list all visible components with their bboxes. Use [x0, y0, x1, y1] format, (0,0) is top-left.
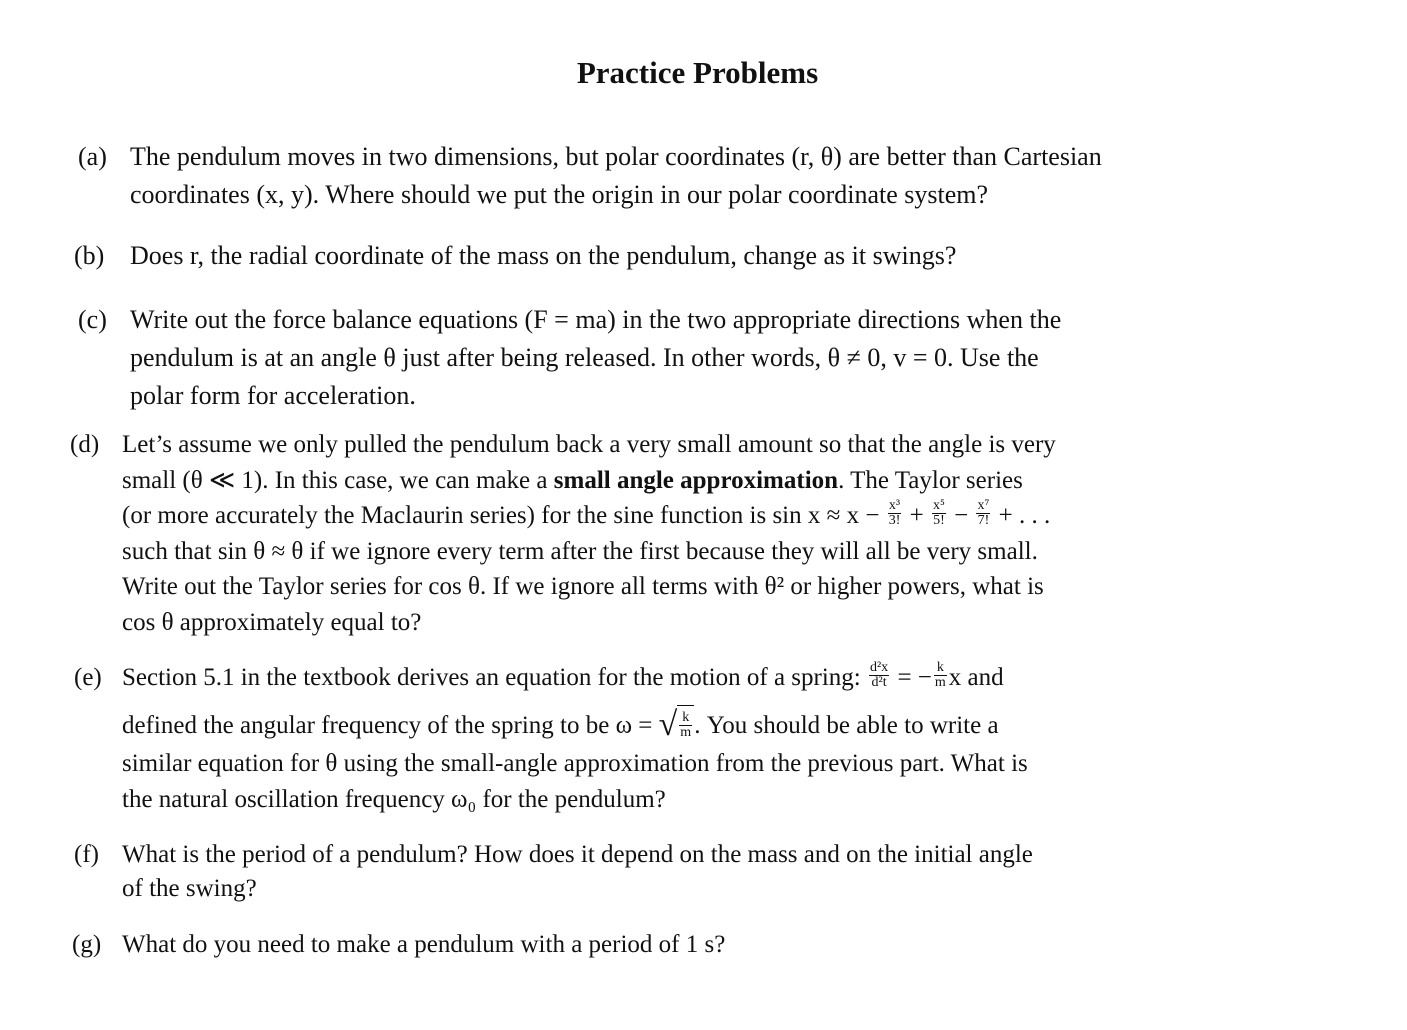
fraction: $\frac{k}{m}$ — [934, 659, 946, 690]
problem-label: (a) — [78, 142, 107, 171]
bold-term: small angle approximation — [553, 466, 839, 494]
square-root: √ $\frac{k}{m}$ — [659, 708, 695, 746]
problem-text-line: similar equation for θ using the small-angle approximation from the previous part. What is — [122, 749, 1028, 777]
problem-text-line: small (θ ≪ 1). In this case, we can make a small angle approximation. The Taylor series — [122, 466, 1023, 494]
problem-text-line: (or more accurately the Maclaurin series) for the sine function is sin x ≈ x − $\frac{\text{x³}}{3!}$ + $\frac{\text{x⁵}}{5!}$ − $\frac{\text{x⁷}}{7!}$ + . . . — [122, 497, 1051, 529]
problem-text-line: What do you need to make a pendulum with a period of 1 s? — [122, 931, 726, 958]
fraction: $\frac{\text{x³}}{3!}$ — [888, 497, 901, 528]
problem-text-line: Write out the Taylor series for cos θ. If we ignore all terms with θ² or higher powers, what is — [122, 573, 1044, 600]
fraction: $\frac{\text{d²x}}{\text{d²t}}$ — [869, 659, 889, 690]
problem-text-line: Does r, the radial coordinate of the mass on the pendulum, change as it swings? — [130, 241, 957, 270]
problem-text-line: What is the period of a pendulum? How does it depend on the mass and on the initial angle — [122, 841, 1033, 868]
problem-text-line: polar form for acceleration. — [130, 381, 416, 410]
problem-label: (d) — [70, 431, 100, 458]
fraction: $\frac{\text{x⁵}}{5!}$ — [932, 497, 945, 528]
problem-label: (b) — [74, 241, 105, 270]
fraction: $\frac{\text{x⁷}}{7!}$ — [977, 497, 990, 528]
problem-text-line: such that sin θ ≈ θ if we ignore every term after the first because they will all be very small. — [122, 537, 1038, 565]
problem-text-line: pendulum is at an angle θ just after being released. In other words, θ ≠ 0, v = 0. Use the — [130, 343, 1039, 372]
problem-label: (f) — [74, 841, 99, 868]
problem-text-line: Write out the force balance equations (F = ma) in the two appropriate directions when the — [130, 305, 1062, 334]
problem-text-line: cos θ approximately equal to? — [122, 608, 422, 636]
problem-label: (c) — [78, 305, 107, 334]
problem-text-line: The pendulum moves in two dimensions, but polar coordinates (r, θ) are better than Cartesian — [130, 142, 1102, 171]
problem-text-line: coordinates (x, y). Where should we put the origin in our polar coordinate system? — [130, 180, 989, 209]
problem-text-line: of the swing? — [122, 875, 257, 902]
problem-label: (e) — [74, 664, 102, 691]
problem-text-line: the natural oscillation frequency ω₀ for the pendulum? — [122, 785, 666, 813]
problem-text-line: defined the angular frequency of the spring to be ω = √ $\frac{k}{m}$ . You should be able to write a — [122, 708, 1247, 746]
problem-text-line: Section 5.1 in the textbook derives an equation for the motion of a spring: $\frac{\text{d²x}}{\text{d²t}}$ = − $\frac{k}{m}$ x and — [122, 659, 1004, 691]
problem-label: (g) — [72, 931, 102, 958]
problem-text-line: Let’s assume we only pulled the pendulum back a very small amount so that the angle is very — [122, 431, 1056, 458]
page-title: Practice Problems — [576, 55, 819, 90]
